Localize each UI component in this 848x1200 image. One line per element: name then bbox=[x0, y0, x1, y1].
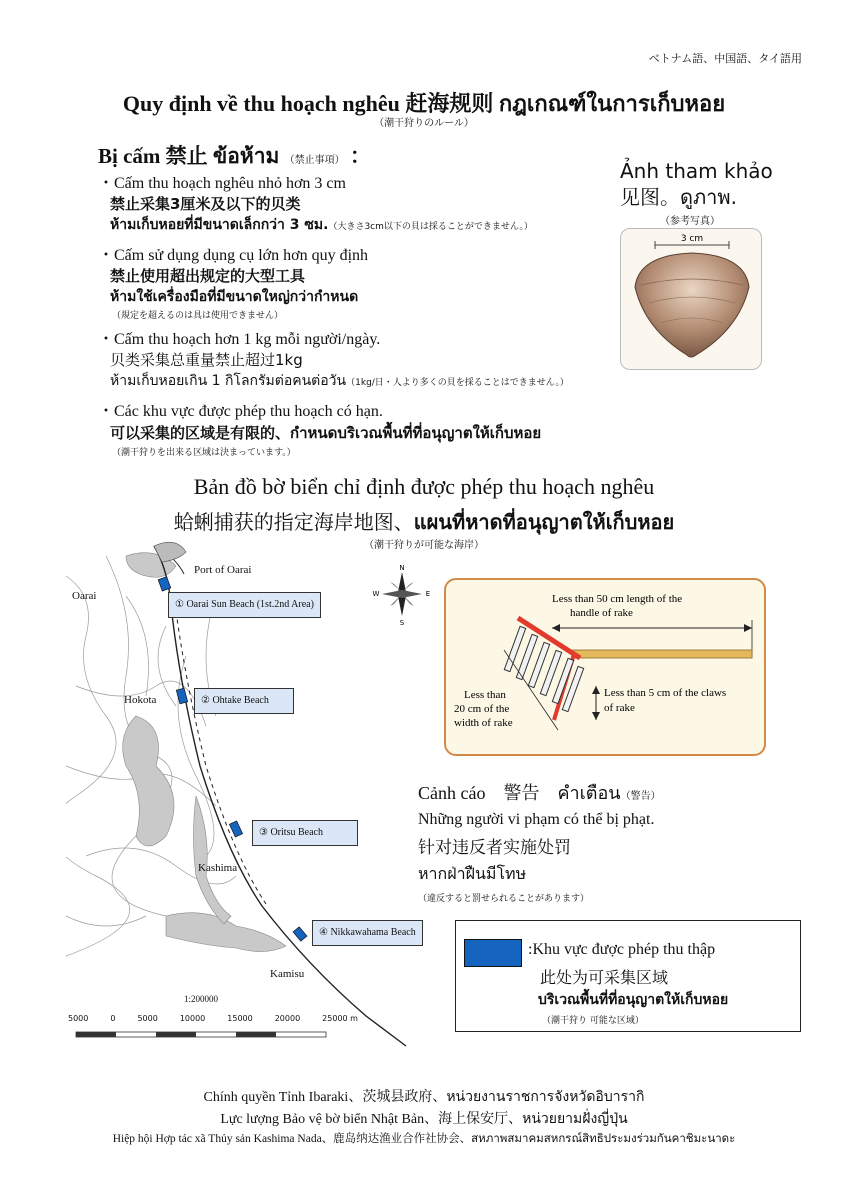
map-title-zh-th bbox=[0, 506, 848, 538]
photo-label bbox=[620, 158, 773, 210]
beach-marker-4 bbox=[293, 927, 307, 941]
warning-section bbox=[418, 778, 661, 904]
scale-label: 1:200000 bbox=[184, 994, 219, 1004]
warning-heading-text: Cảnh cáo 警告 คำเตือน bbox=[418, 783, 621, 803]
warning-jp: （違反すると罰せられることがあります） bbox=[418, 894, 590, 904]
clam-illustration bbox=[621, 229, 761, 369]
rule-1-th bbox=[110, 214, 533, 236]
scale-tick: 15000 bbox=[227, 1014, 253, 1023]
rule-1-th-text: ห้ามเก็บหอยที่มีขนาดเล็กกว่า 3 ซม. bbox=[110, 217, 329, 233]
rake-handle-text-1: Less than 50 cm length of the bbox=[552, 593, 683, 605]
compass-e: E bbox=[425, 590, 431, 598]
rule-3-th bbox=[110, 370, 569, 392]
scale-bar bbox=[76, 1032, 326, 1037]
photo-label-vi: Ảnh tham khảo bbox=[620, 159, 773, 183]
scale-tick: 10000 bbox=[179, 1014, 206, 1023]
rule-4-th: กำหนดบริเวณพื้นที่ที่อนุญาตให้เก็บหอย bbox=[290, 424, 542, 442]
compass-n: N bbox=[399, 564, 405, 572]
rake-width-text-3: width of rake bbox=[454, 717, 513, 729]
place-oarai: Oarai bbox=[72, 590, 97, 602]
rule-1 bbox=[98, 170, 533, 236]
rule-4-zh-th bbox=[110, 421, 541, 445]
rule-3-zh: 贝类采集总重量禁止超过1kg bbox=[110, 351, 303, 369]
rule-4-jp: （潮干狩りを出来る区域は決まっています。） bbox=[112, 448, 296, 458]
legend-jp: （潮干狩り 可能な区域） bbox=[542, 1016, 644, 1026]
scale-tick: 5000 bbox=[137, 1014, 158, 1023]
map-title-vi: Bản đồ bờ biển chỉ định được phép thu hoạch nghêu bbox=[193, 474, 655, 499]
legend-swatch bbox=[464, 939, 522, 967]
rule-3-vi: ・Cấm thu hoạch hơn 1 kg mỗi người/ngày. bbox=[98, 331, 381, 348]
footer-line-1: Chính quyền Tỉnh Ibaraki、茨城县政府、หน่วยงานราชการจังหวัดอิบารากิ bbox=[203, 1090, 645, 1105]
rule-2 bbox=[98, 242, 368, 321]
compass-s: S bbox=[399, 619, 405, 626]
warning-vi: Những người vi phạm có thể bị phạt. bbox=[418, 811, 655, 828]
scale-tick: 20000 bbox=[274, 1014, 301, 1023]
place-hokota: Hokota bbox=[124, 694, 157, 706]
map-title-th: แผนที่หาดที่อนุญาตให้เก็บหอย bbox=[413, 510, 675, 534]
rule-3-th-text: ห้ามเก็บหอยเกิน 1 กิโลกรัมต่อคนต่อวัน bbox=[110, 373, 347, 389]
warning-zh: 针对违反者实施处罚 bbox=[418, 838, 571, 858]
map-title-jp: （潮干狩りが可能な海岸） bbox=[364, 540, 484, 551]
banned-heading-text: Bị cấm 禁止 ข้อห้าม bbox=[98, 144, 280, 168]
beach-label-4: ④ Nikkawahama Beach bbox=[312, 920, 423, 946]
legend-zh: 此处为可采集区域 bbox=[540, 968, 669, 987]
rake-illustration bbox=[446, 580, 764, 754]
scale-tick: 25000 m bbox=[322, 1014, 358, 1023]
rule-4-zh: 可以采集的区域是有限的、 bbox=[110, 424, 291, 442]
rule-3 bbox=[98, 326, 569, 392]
page-title: Quy định về thu hoạch nghêu 赶海规则 กฎเกณฑ์ในการเก็บหอย bbox=[122, 91, 726, 116]
rake-claw-text-1: Less than 5 cm of the claws bbox=[604, 687, 727, 699]
place-kashima: Kashima bbox=[198, 862, 238, 874]
warning-th: หากฝ่าฝืนมีโทษ bbox=[418, 864, 527, 883]
warning-heading-jp: （警告） bbox=[620, 791, 661, 802]
warning-heading bbox=[418, 778, 661, 807]
rule-1-zh: 禁止采集3厘米及以下的贝类 bbox=[110, 195, 301, 213]
compass-icon bbox=[372, 562, 432, 626]
footer-line-2: Lực lượng Bảo vệ bờ biển Nhật Bản、海上保安厅、หน่วยยามฝั่งญี่ปุ่น bbox=[220, 1112, 628, 1127]
language-note: ベトナム語、中国語、タイ語用 bbox=[648, 52, 802, 65]
page-title-jp: （潮干狩りのルール） bbox=[374, 118, 474, 129]
rule-1-jp: （大きさ3cm以下の貝は採ることができません。） bbox=[328, 222, 533, 232]
clam-photo bbox=[620, 228, 762, 370]
beach-marker-3 bbox=[229, 821, 242, 837]
compass-rose bbox=[372, 562, 432, 626]
photo-label-zh-th: 见图。ดูภาพ. bbox=[620, 185, 737, 209]
rule-2-vi: ・Cấm sử dụng dụng cụ lớn hơn quy định bbox=[98, 247, 369, 264]
compass-w: W bbox=[372, 590, 380, 598]
photo-label-jp: （参考写真） bbox=[660, 216, 720, 227]
map-title-zh: 蛤蜊捕获的指定海岸地图、 bbox=[173, 510, 414, 534]
rake-width-text-1: Less than bbox=[464, 689, 506, 701]
rule-2-jp: （規定を超えるのは具は使用できません） bbox=[112, 311, 284, 321]
legend-vi: :Khu vực được phép thu thập bbox=[528, 941, 716, 958]
beach-label-1: ① Oarai Sun Beach (1st.2nd Area) bbox=[168, 592, 321, 618]
rule-4 bbox=[98, 398, 541, 458]
banned-heading-colon: ： bbox=[349, 144, 371, 168]
beach-label-3: ③ Oritsu Beach bbox=[252, 820, 358, 846]
scale-tick: 0 bbox=[110, 1014, 116, 1023]
footer-line-3: Hiệp hội Hợp tác xã Thủy sản Kashima Nada、鹿岛纳达渔业合作社协会、สหภาพสมาคมสหกรณ์สิทธิประมงร่วมกันคาชิมะนาดะ bbox=[112, 1133, 736, 1145]
rake-diagram bbox=[444, 578, 766, 756]
clam-scale-label: 3 cm bbox=[680, 234, 704, 244]
rule-3-jp: （1kg/日・人より多くの貝を採ることはできません。） bbox=[346, 378, 569, 388]
rule-2-th: ห้ามใช้เครื่องมือที่มีขนาดใหญ่กว่ากำหนด bbox=[110, 289, 359, 305]
scale-ticks bbox=[68, 1014, 358, 1023]
banned-heading-jp: （禁止事項） bbox=[284, 155, 345, 166]
legend-box bbox=[455, 920, 801, 1032]
rule-1-vi: ・Cấm thu hoạch nghêu nhỏ hơn 3 cm bbox=[98, 175, 346, 192]
beach-label-2: ② Ohtake Beach bbox=[194, 688, 294, 714]
beach-marker-1 bbox=[158, 577, 171, 591]
rake-handle-text-2: handle of rake bbox=[570, 607, 633, 619]
banned-heading bbox=[98, 140, 371, 173]
legend-th: บริเวณพื้นที่ที่อนุญาตให้เก็บหอย bbox=[538, 992, 729, 1008]
scale-tick: 5000 bbox=[68, 1014, 89, 1023]
rule-4-vi: ・Các khu vực được phép thu hoạch có hạn. bbox=[98, 403, 383, 420]
place-kamisu: Kamisu bbox=[270, 968, 305, 980]
rake-width-text-2: 20 cm of the bbox=[454, 703, 510, 715]
rake-claw-text-2: of rake bbox=[604, 702, 635, 714]
rule-2-zh: 禁止使用超出规定的大型工具 bbox=[110, 267, 306, 285]
port-label: Port of Oarai bbox=[194, 564, 252, 576]
